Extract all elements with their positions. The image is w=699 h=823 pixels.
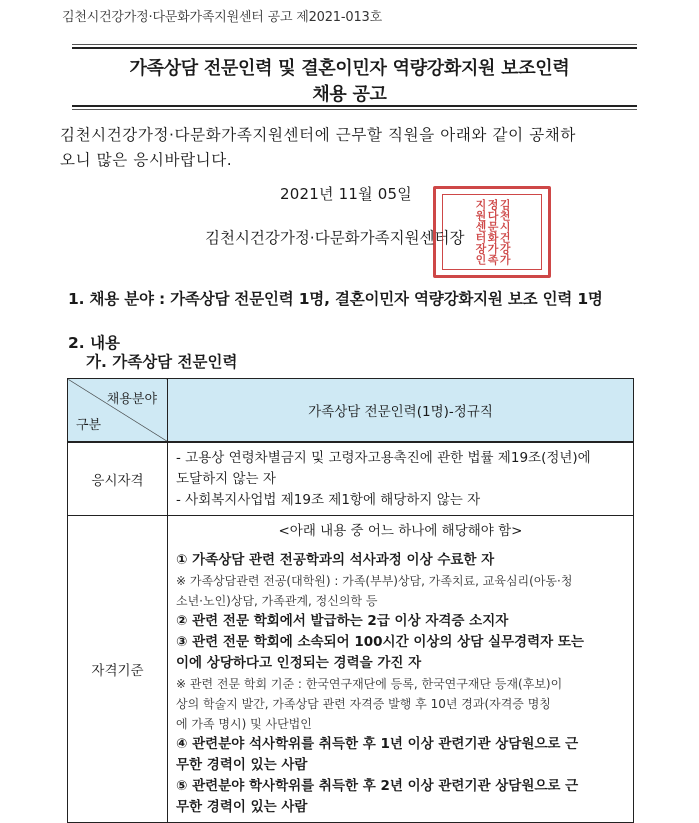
subsection-family-counseling: 가. 가족상담 전문인력 [86,353,238,371]
section-2-content: 2. 내용 [68,334,121,352]
title-rule-top-thick [72,47,637,49]
eligibility-content [168,442,634,516]
title-line-2: 채용 공고 [312,84,387,105]
header-diagonal-cell [68,379,168,443]
qualification-item-4: ④ 관련분야 석사학위를 취득한 후 1년 이상 관련기관 상담원으로 근 [176,736,579,752]
seal-text: 김천시건강가정다문화가족지원센터장인 [442,194,542,270]
qualification-item-3: ③ 관련 전문 학회에 소속되어 100시간 이상의 상담 실무경력자 또는 [176,634,584,650]
qualification-note-3-cont: 상의 학술지 발간, 가족상담 관련 자격증 발행 후 10년 경과(자격증 명칭 [176,697,551,711]
qualification-item-1: ① 가족상담 관련 전공학과의 석사과정 이상 수료한 자 [176,552,495,568]
qualification-item-5: ⑤ 관련분야 학사학위를 취득한 후 2년 이상 관련기관 상담원으로 근 [176,778,579,794]
intro-line-2: 오니 많은 응시바랍니다. [60,151,233,169]
qualification-heading: <아래 내용 중 어느 하나에 해당해야 함> [278,523,523,539]
qualification-item-3-cont: 이에 상당하다고 인정되는 경력을 가진 자 [176,655,422,671]
header-field-label: 채용분야 [106,392,157,407]
qualification-note-3-end: 에 가족 명시) 및 사단법인 [176,717,312,731]
header-position: 가족상담 전문인력(1명)-정규직 [168,379,634,443]
notice-date: 2021년 11월 05일 [280,185,412,203]
title-line-1: 가족상담 전문인력 및 결혼이민자 역량강화지원 보조인력 [129,58,570,79]
table-header-row [68,379,634,443]
qualification-note-1: ※ 가족상담관련 전공(대학원) : 가족(부부)상담, 가족치료, 교육심리(아동·청 [176,574,573,588]
title-rule-top [72,44,637,45]
qualification-content [168,516,634,823]
table-row-eligibility [68,442,634,516]
qualification-note-3: ※ 관련 전문 학회 기준 : 한국연구재단에 등록, 한국연구재단 등재(후보)이 [176,677,563,691]
section-1-recruitment-field: 1. 채용 분야 : 가족상담 전문인력 1명, 결혼이민자 역량강화지원 보조 인력 1명 [68,290,603,308]
title-rule-bottom [72,109,637,110]
qualification-item-2: ② 관련 전문 학회에서 발급하는 2급 이상 자격증 소지자 [176,613,509,629]
header-category-label: 구분 [76,418,102,433]
row-label-qualification: 자격기준 [68,516,168,823]
eligibility-line: - 사회복지사업법 제19조 제1항에 해당하지 않는 자 [176,492,481,508]
qualification-note-1-cont: 소년·노인)상담, 가족관계, 정신의학 등 [176,594,378,608]
notice-number: 김천시건강가정·다문화가족지원센터 공고 제2021-013호 [62,10,382,25]
intro-line-1: 김천시건강가정·다문화가족지원센터에 근무할 직원을 아래와 같이 공채하 [60,126,576,144]
row-label-eligibility: 응시자격 [68,442,168,516]
eligibility-line: - 고용상 연령차별금지 및 고령자고용촉진에 관한 법률 제19조(정년)에 [176,450,591,466]
eligibility-line: 도달하지 않는 자 [176,471,276,487]
recruitment-table [67,378,634,823]
qualification-item-4-cont: 무한 경력이 있는 사람 [176,757,308,773]
title-rule-bottom-thick [72,105,637,107]
table-row-qualification [68,516,634,823]
organization-name: 김천시건강가정·다문화가족지원센터장 [205,229,465,247]
qualification-item-5-cont: 무한 경력이 있는 사람 [176,799,308,815]
